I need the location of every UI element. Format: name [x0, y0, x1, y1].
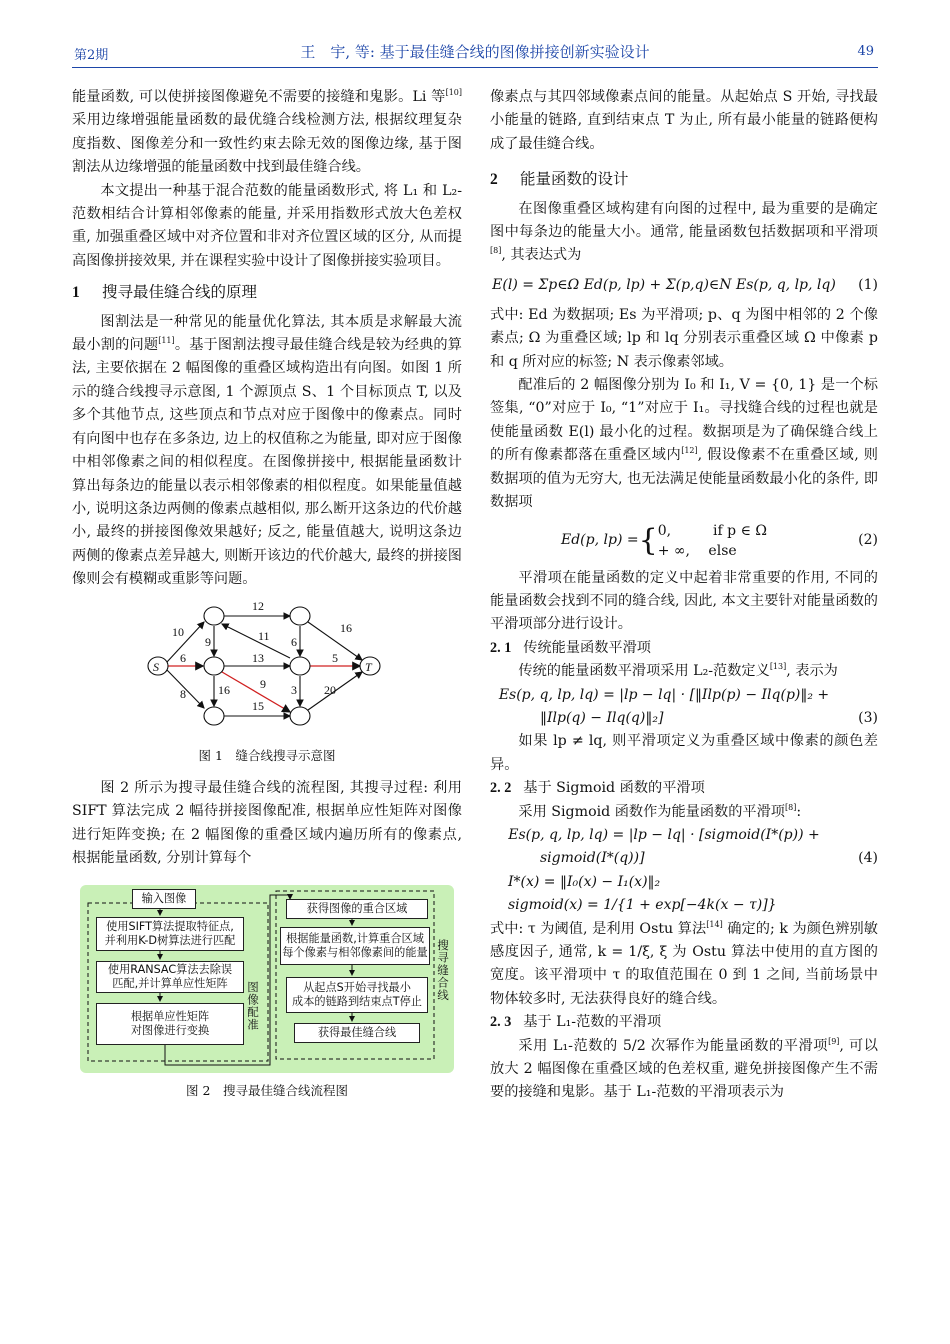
running-title: 王 宇, 等: 基于最佳缝合线的图像拼接创新实验设计: [300, 43, 650, 61]
paragraph: 式中: Ed 为数据项; Es 为平滑项; p、q 为图中相邻的 2 个像素点; Ω 为重叠区域; lp 和 lq 分别表示重叠区域 Ω 中像素 p 和 q 所对应的标签; N 表示像素邻域。: [490, 306, 878, 370]
equation-4-istar: I*(x) = ‖I₀(x) − I₁(x)‖₂: [508, 873, 661, 890]
paragraph: 图 2 所示为搜寻最佳缝合线的流程图, 其搜寻过程: 利用 SIFT 算法完成 2 幅待拼接图像配准, 根据单应性矩阵对图像进行矩阵变换; 在 2 幅图像的重叠区域内遍历所有的像素点, 根据能量函数, 分别计算每个: [72, 779, 462, 867]
subsection-heading: 2. 1 传统能量函数平滑项: [490, 639, 651, 656]
section-heading: 2 能量函数的设计: [490, 170, 629, 189]
paragraph: 如果 lp ≠ lq, 则平滑项定义为重叠区域中像素的颜色差异。: [490, 733, 878, 773]
edge-weight: 15: [252, 698, 264, 713]
equation-3: Es(p, q, lp, lq) = |lp − lq| · [‖Ilp(p) − Ilq(p)‖₂ +: [498, 686, 830, 703]
seam-search-label: 搜寻缝合线: [436, 938, 450, 1002]
equation-4-cont: sigmoid(I*(q))] (4): [540, 850, 878, 867]
edge-weight: 16: [340, 620, 352, 635]
ransac-box: 使用RANSAC算法去除误 匹配,并计算单应性矩阵: [96, 961, 244, 993]
section-heading: 1 搜寻最佳缝合线的原理: [72, 283, 258, 302]
paragraph: 采用 Sigmoid 函数作为能量函数的平滑项[8]:: [518, 802, 802, 820]
seam-result-box: 获得最佳缝合线: [294, 1023, 420, 1043]
edge-weight: 11: [258, 628, 270, 643]
edge-weight: 10: [172, 624, 184, 639]
paragraph: 配准后的 2 幅图像分别为 I₀ 和 I₁, V = {0, 1} 是一个标签集, “0”对应于 I₀, “1”对应于 I₁。寻找缝合线的过程也就是使能量函数 E(l) 最小化的过程。数据项是为了确保缝合线上的所有像素都落在重叠区域内[12], 假设像素不在重叠区域, 则数据项的值为无穷大, 也无法满足使能量函数最小化的条件, 即数据项: [490, 377, 878, 511]
right-column: [490, 86, 878, 1105]
paragraph: 在图像重叠区域构建有向图的过程中, 最为重要的是确定图中每条边的能量大小。通常, 能量函数包括数据项和平滑项[8], 其表达式为: [490, 200, 878, 264]
overlap-box: 获得图像的重合区域: [286, 899, 428, 919]
subsection-heading: 2. 2 基于 Sigmoid 函数的平滑项: [490, 780, 705, 797]
graph-node: [204, 607, 224, 625]
paragraph: 像素点与其四邻域像素点间的能量。从起始点 S 开始, 寻找最小能量的链路, 直到结束点 T 为止, 所有最小能量的链路便构成了最佳缝合线。: [490, 89, 878, 152]
edge-weight: 9: [205, 634, 211, 649]
equation-1: E(l) = Σp∈Ω Ed(p, lp) + Σ(p,q)∈N Es(p, q, lp, lq) (1): [492, 277, 878, 294]
edge-weight: 5: [332, 650, 338, 665]
target-label: T: [365, 659, 372, 674]
source-label: S: [153, 659, 159, 674]
figure-1: [72, 602, 462, 742]
edge-weight: 6: [180, 650, 186, 665]
issue-number: 第2期: [74, 48, 109, 63]
paragraph: 图割法是一种常见的能量优化算法, 其本质是求解最大流最小割的问题[11]。基于图割法搜寻最佳缝合线是较为经典的算法, 主要依据在 2 幅图像的重叠区域构造出有向图。如图 1 所示的缝合线搜寻示意图, 1 个源顶点 S、1 个目标顶点 T, 以及多个其他节点, 这些顶点和节点对应于图像中的像素点。同时有向图中也存在多条边, 边上的权值称之为能量, 即对应于图像中相邻像素之间的相似程度。在图像拼接中, 根据能量函数计算出每条边的能量以表示相邻像素的相似程度。如果能量值越小, 说明这条边两侧的像素点越相似, 那么断开这条边的代价越小, 最终的拼接图像效果越好; 反之, 能量值越大, 说明这条边两侧的像素点差异越大, 则断开该边的代价越大, 最终的拼接图像则会有模糊或重影等问题。: [72, 313, 462, 588]
figure-2: [80, 885, 454, 1073]
paragraph: 平滑项在能量函数的定义中起着非常重要的作用, 不同的能量函数会找到不同的缝合线, 因此, 本文主要针对能量函数的平滑项部分进行设计。: [490, 569, 878, 633]
edge-weight: 3: [291, 682, 297, 697]
transform-box: 根据单应性矩阵 对图像进行变换: [96, 1003, 244, 1045]
graph-node: [204, 707, 224, 725]
equation-2: Ed(p, lp) = { 0, if p ∈ Ω + ∞, else (2): [561, 522, 878, 559]
edge-weight: 16: [218, 682, 230, 697]
edge-weight: 13: [252, 650, 264, 665]
graph-node: [290, 657, 310, 675]
paragraph: 传统的能量函数平滑项采用 L₂-范数定义[13], 表示为: [518, 662, 838, 680]
header-rule: [72, 67, 878, 68]
subsection-heading: 2. 3 基于 L₁-范数的平滑项: [490, 1014, 662, 1031]
edge-weight: 9: [260, 676, 266, 691]
left-column: [72, 86, 462, 1102]
equation-4-sigmoid: sigmoid(x) = 1/{1 + exp[−4k(x − τ)]}: [508, 897, 777, 914]
paragraph: 能量函数, 可以使拼接图像避免不需要的接缝和鬼影。Li 等[10] 采用边缘增强能量函数的最优缝合线检测方法, 根据纹理复杂度指数、图像差分和一致性约束去除无效的图像边缘, 基于图割法从边缘增强的能量函数中找到最佳缝合线。: [72, 88, 462, 176]
page-number: 49: [857, 44, 874, 59]
equation-3-cont: ‖Ilp(q) − Ilq(q)‖₂] (3): [540, 709, 878, 726]
paragraph: 采用 L₁-范数的 5/2 次幂作为能量函数的平滑项[9], 可以放大 2 幅图像在重叠区域的色差权重, 避免拼接图像产生不需要的接缝和鬼影。基于 L₁-范数的平滑项表示为: [490, 1036, 878, 1101]
sift-box: 使用SIFT算法提取特征点, 并利用K-D树算法进行匹配: [96, 917, 244, 951]
edge-weight: 20: [324, 682, 336, 697]
page-header: [72, 0, 878, 68]
paragraph: 本文提出一种基于混合范数的能量函数形式, 将 L₁ 和 L₂-范数相结合计算相邻像素的能量, 并采用指数形式放大色差权重, 加强重叠区域中对齐位置和非对齐位置区域的区分, 从而提高图像拼接效果, 并在课程实验中设计了图像拼接实验项目。: [72, 182, 462, 269]
graph-node: [204, 657, 224, 675]
input-image-box: 输入图像: [132, 889, 196, 909]
graph-node: [290, 707, 310, 725]
figure-1-caption: 图 1 缝合线搜寻示意图: [198, 747, 336, 763]
graph-node: [290, 607, 310, 625]
edge-weight: 6: [291, 634, 297, 649]
figure-2-caption: 图 2 搜寻最佳缝合线流程图: [186, 1082, 348, 1098]
edge-weight: 12: [252, 601, 264, 613]
energy-box: 根据能量函数,计算重合区域 每个像素与相邻像素间的能量: [280, 927, 430, 965]
edge-weight: 8: [180, 686, 186, 701]
paragraph: 式中: τ 为阈值, 是利用 Ostu 算法[14] 确定的; k 为颜色辨别敏感度因子, 通常, k = 1/ξ, ξ 为 Ostu 算法中使用的直方图的宽度。该平滑项中 τ 的取值范围在 0 到 1 之间, 当前场景中物体较多时, 无法获得良好的缝合线。: [490, 919, 878, 1007]
registration-label: 图像配准: [246, 980, 260, 1031]
seam-graph: [72, 602, 462, 742]
equation-4: Es(p, q, lp, lq) = |lp − lq| · [sigmoid(I*(p)) +: [508, 826, 820, 843]
path-search-box: 从起点S开始寻找最小 成本的链路到结束点T停止: [286, 977, 428, 1013]
